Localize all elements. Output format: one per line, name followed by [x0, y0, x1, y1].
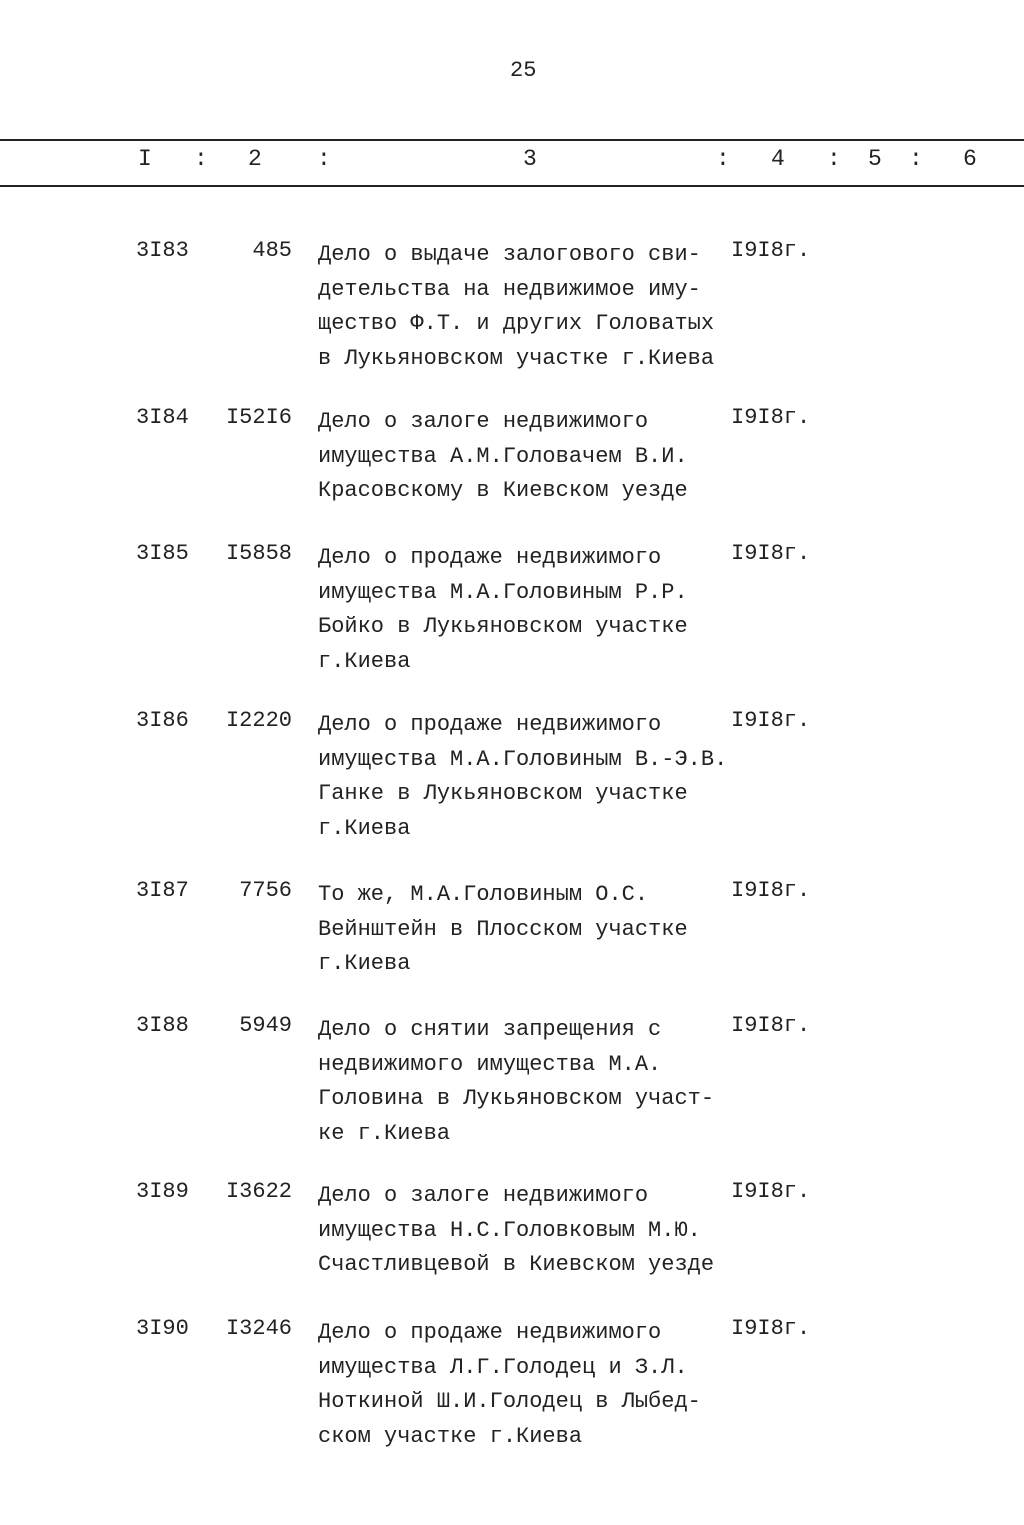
- archive-number: I3622: [225, 1179, 292, 1204]
- entry-year: I9I8г.: [731, 541, 811, 566]
- entry-year: I9I8г.: [731, 878, 811, 903]
- entry-description: [318, 1013, 714, 1151]
- archive-number: I5858: [225, 541, 292, 566]
- description-line: имущества А.М.Головачем В.И.: [318, 443, 688, 469]
- description-line: Ганке в Лукьяновском участке: [318, 781, 688, 806]
- column-separator: :: [909, 146, 923, 172]
- column-header-2: 2: [248, 146, 262, 172]
- description-line: имущества М.А.Головиным Р.Р.: [318, 579, 688, 605]
- description-line: имущества Л.Г.Голодец и З.Л.: [318, 1354, 688, 1380]
- column-header-1: I: [138, 146, 152, 172]
- column-separator: :: [194, 146, 208, 172]
- entry-year: I9I8г.: [731, 238, 811, 263]
- column-header-6: 6: [963, 146, 977, 172]
- description-line: имущества Н.С.Головковым М.Ю.: [318, 1217, 701, 1243]
- entry-description: [318, 1316, 701, 1454]
- entry-number: 3I89: [136, 1179, 189, 1204]
- description-line: Счастливцевой в Киевском уезде: [318, 1252, 715, 1277]
- column-header-3: 3: [523, 146, 537, 172]
- description-line: Дело о залоге недвижимого: [318, 409, 649, 434]
- page-number: 25: [510, 58, 537, 83]
- description-line: Дело о снятии запрещения с: [318, 1017, 662, 1042]
- description-line: Дело о залоге недвижимого: [318, 1183, 649, 1208]
- column-separator: :: [317, 146, 331, 172]
- column-separator: :: [827, 146, 841, 172]
- description-line: Дело о продаже недвижимого: [318, 545, 662, 570]
- archive-number: 485: [252, 238, 292, 263]
- description-line: г.Киева: [318, 815, 411, 841]
- description-line: ском участке г.Киева: [318, 1423, 583, 1449]
- description-line: Бойко в Лукьяновском участке: [318, 614, 688, 639]
- archive-number: I3246: [225, 1316, 292, 1341]
- archive-number: I52I6: [225, 405, 292, 430]
- entry-year: I9I8г.: [731, 1316, 811, 1341]
- header-bottom-rule: [0, 185, 1024, 187]
- header-top-rule: [0, 139, 1024, 141]
- entry-year: I9I8г.: [731, 1179, 811, 1204]
- archive-number: 7756: [239, 878, 292, 903]
- column-header-5: 5: [868, 146, 882, 172]
- description-line: Ноткиной Ш.И.Голодец в Лыбед-: [318, 1389, 701, 1414]
- entry-number: 3I87: [136, 878, 189, 903]
- description-line: недвижимого имущества М.А.: [318, 1051, 662, 1077]
- entry-number: 3I90: [136, 1316, 189, 1341]
- description-line: г.Киева: [318, 951, 411, 976]
- entry-number: 3I84: [136, 405, 189, 430]
- entry-year: I9I8г.: [731, 708, 811, 733]
- description-line: детельства на недвижимое иму-: [318, 276, 701, 302]
- description-line: ке г.Киева: [318, 1120, 451, 1146]
- description-line: Дело о выдаче залогового сви-: [318, 242, 701, 267]
- entry-year: I9I8г.: [731, 1013, 811, 1038]
- entry-number: 3I86: [136, 708, 189, 733]
- description-line: То же, М.А.Головиным О.С.: [318, 882, 649, 907]
- entry-number: 3I83: [136, 238, 189, 263]
- entry-description: [318, 541, 688, 679]
- description-line: Дело о продаже недвижимого: [318, 712, 662, 737]
- description-line: имущества М.А.Головиным В.-Э.В.: [318, 746, 728, 772]
- entry-number: 3I88: [136, 1013, 189, 1038]
- description-line: Головина в Лукьяновском участ-: [318, 1086, 715, 1111]
- column-separator: :: [716, 146, 730, 172]
- entry-number: 3I85: [136, 541, 189, 566]
- entry-description: [318, 405, 688, 509]
- description-line: щество Ф.Т. и других Головатых: [318, 311, 715, 336]
- archive-number: 5949: [239, 1013, 292, 1038]
- description-line: г.Киева: [318, 648, 411, 674]
- description-line: Вейнштейн в Плосском участке: [318, 916, 688, 942]
- entry-description: [318, 238, 714, 376]
- description-line: в Лукьяновском участке г.Киева: [318, 345, 715, 371]
- description-line: Дело о продаже недвижимого: [318, 1320, 662, 1345]
- entry-description: [318, 1179, 714, 1283]
- archive-number: I2220: [225, 708, 292, 733]
- entry-description: [318, 708, 727, 846]
- description-line: Красовскому в Киевском уезде: [318, 478, 688, 503]
- column-header-4: 4: [771, 146, 785, 172]
- entry-year: I9I8г.: [731, 405, 811, 430]
- entry-description: [318, 878, 688, 982]
